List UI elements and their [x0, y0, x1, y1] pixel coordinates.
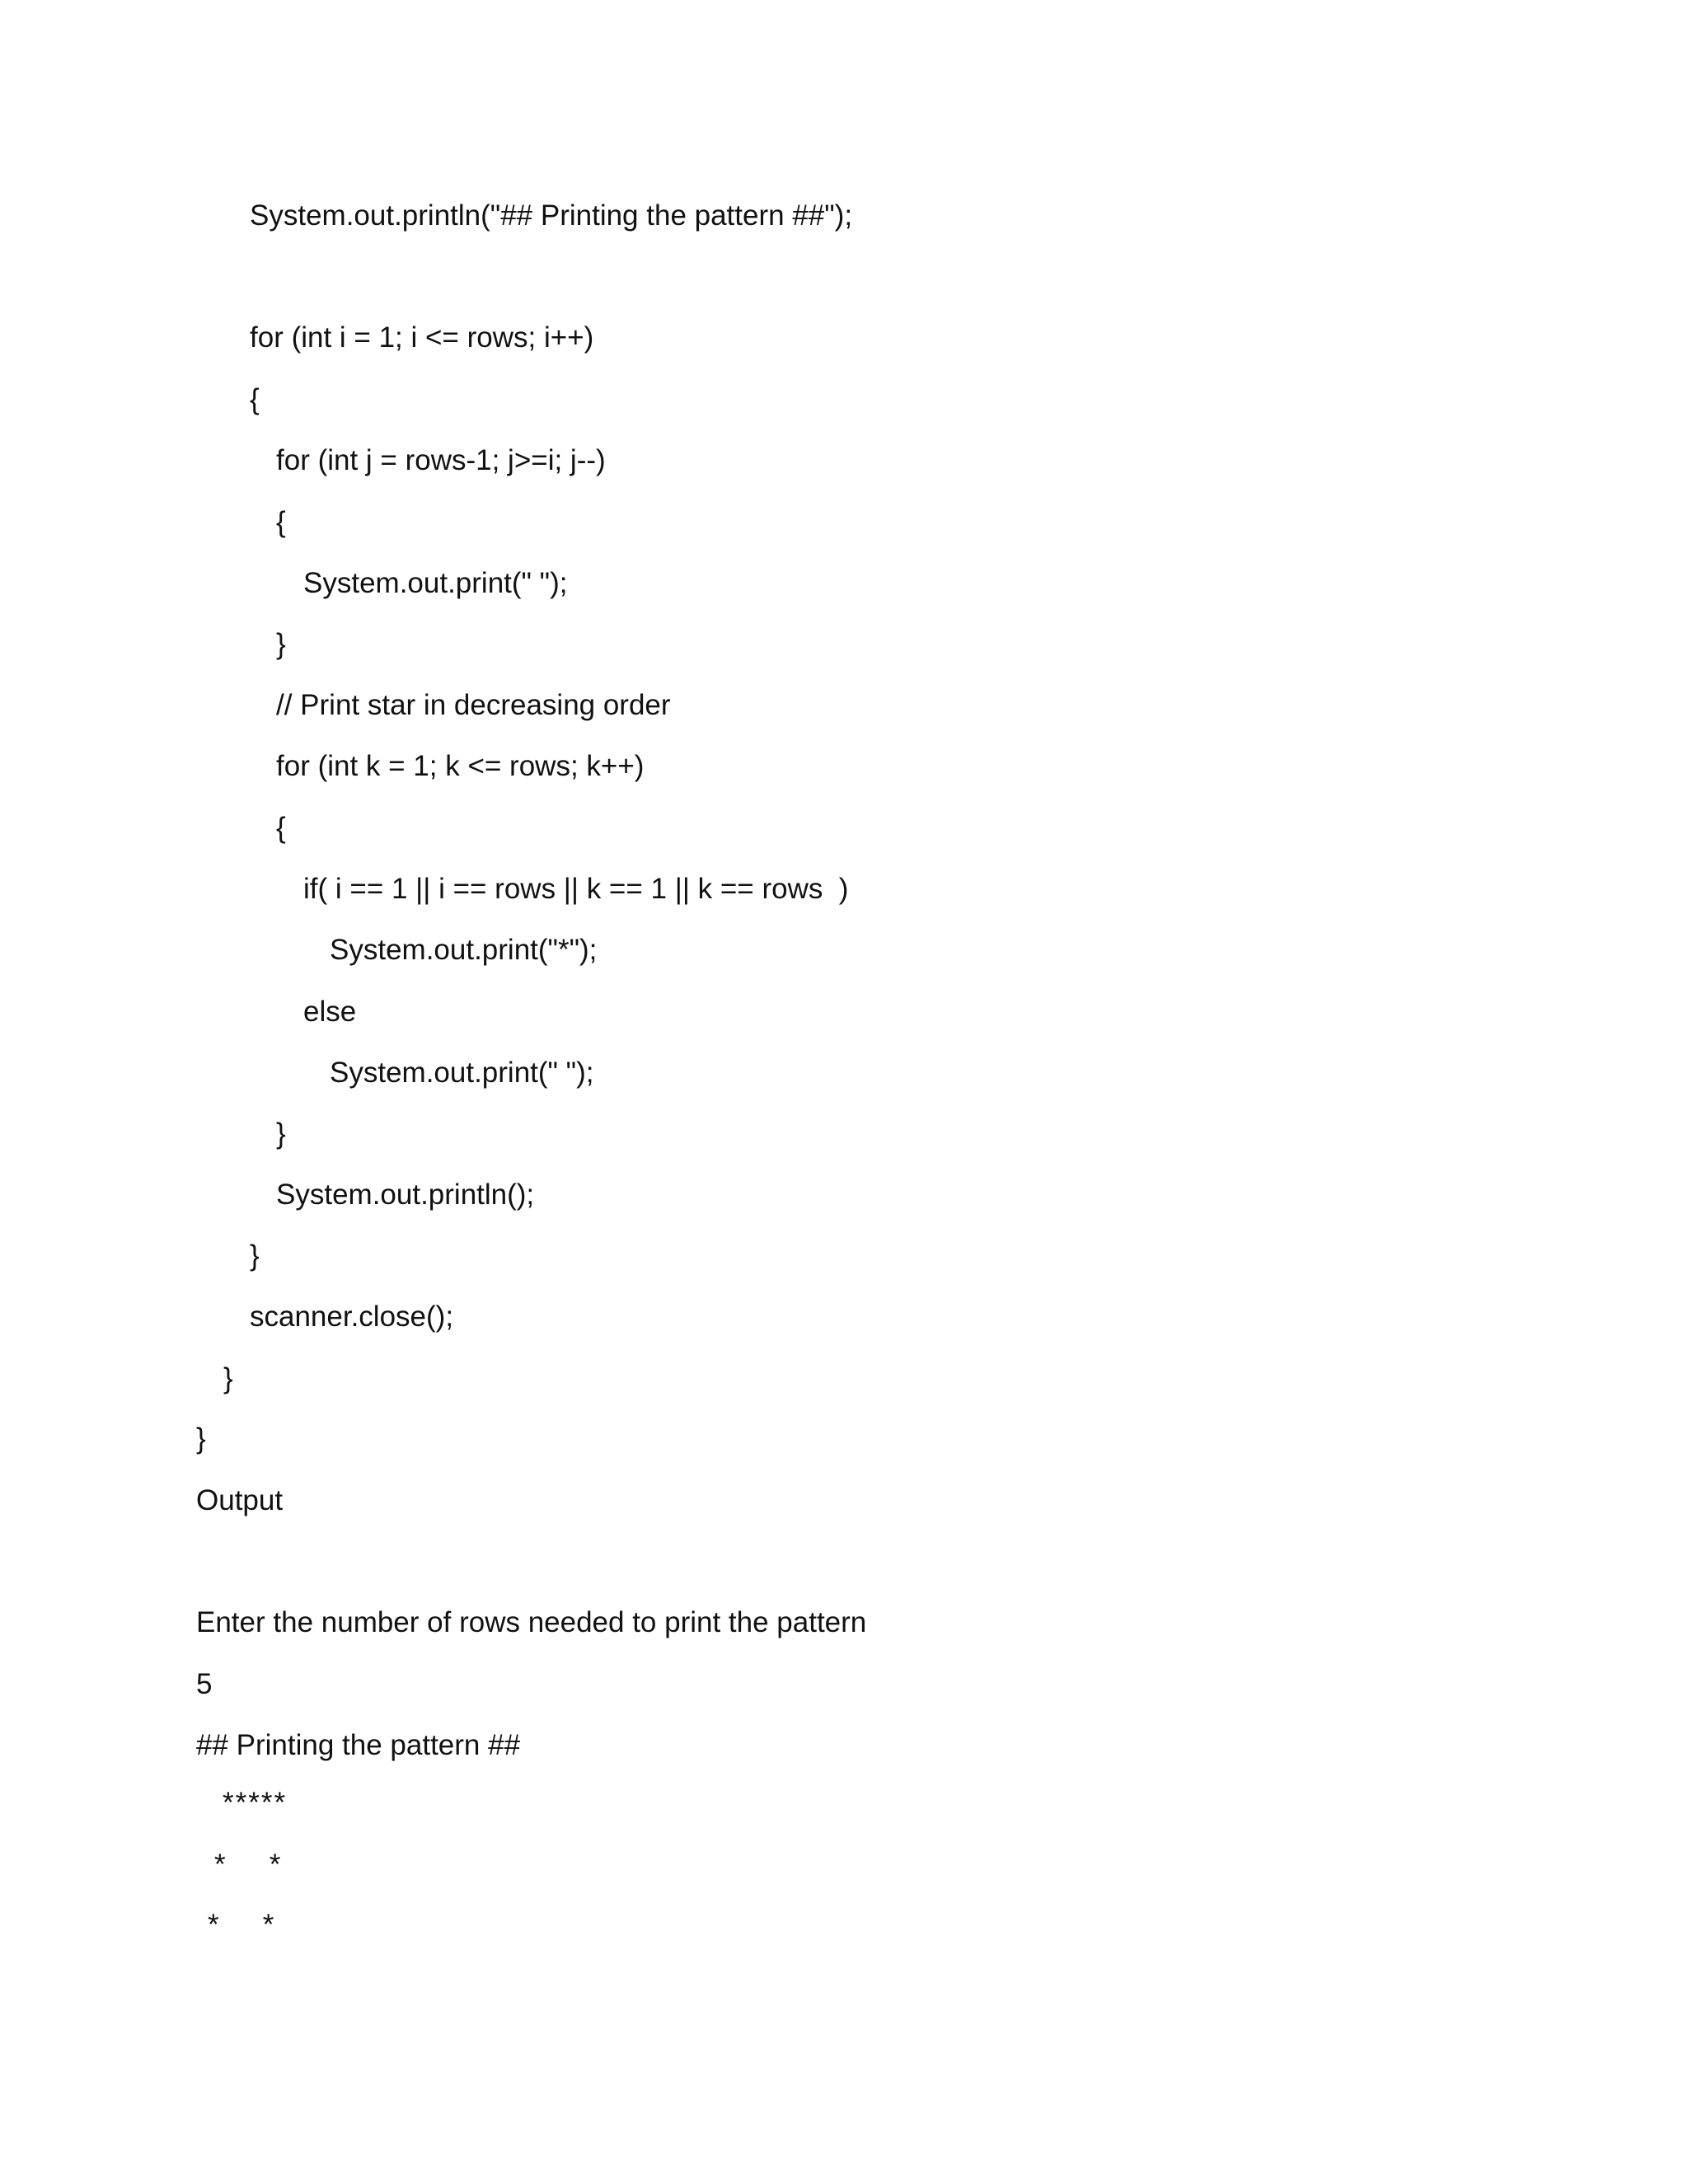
output-heading: Output: [196, 1484, 284, 1516]
code-comment: // Print star in decreasing order: [276, 689, 671, 721]
pattern-row: *****: [223, 1787, 288, 1819]
code-line: System.out.println();: [276, 1179, 535, 1211]
code-line: {: [250, 383, 260, 415]
code-line: for (int i = 1; i <= rows; i++): [250, 321, 594, 354]
code-line: {: [276, 812, 286, 844]
code-line: }: [196, 1422, 206, 1455]
code-line: }: [276, 628, 286, 660]
code-line: for (int k = 1; k <= rows; k++): [276, 750, 645, 782]
code-line: for (int j = rows-1; j>=i; j--): [276, 444, 606, 476]
code-line: }: [223, 1362, 233, 1394]
code-line: if( i == 1 || i == rows || k == 1 || k == rows ): [303, 873, 849, 905]
code-line: else: [303, 996, 357, 1028]
output-line: 5: [196, 1668, 213, 1700]
code-line: System.out.print(" ");: [303, 567, 568, 599]
pattern-row: * *: [208, 1909, 279, 1941]
pattern-row: * *: [214, 1849, 286, 1881]
code-line: System.out.println("## Printing the pattern ##");: [250, 199, 853, 232]
code-line: System.out.print(" ");: [330, 1057, 594, 1089]
code-line: scanner.close();: [250, 1301, 454, 1333]
code-line: }: [250, 1240, 260, 1272]
output-line: ## Printing the pattern ##: [196, 1729, 521, 1761]
output-line: Enter the number of rows needed to print the pattern: [196, 1606, 867, 1638]
code-line: System.out.print("*");: [330, 934, 598, 966]
code-line: }: [276, 1118, 286, 1150]
code-line: {: [276, 506, 286, 538]
